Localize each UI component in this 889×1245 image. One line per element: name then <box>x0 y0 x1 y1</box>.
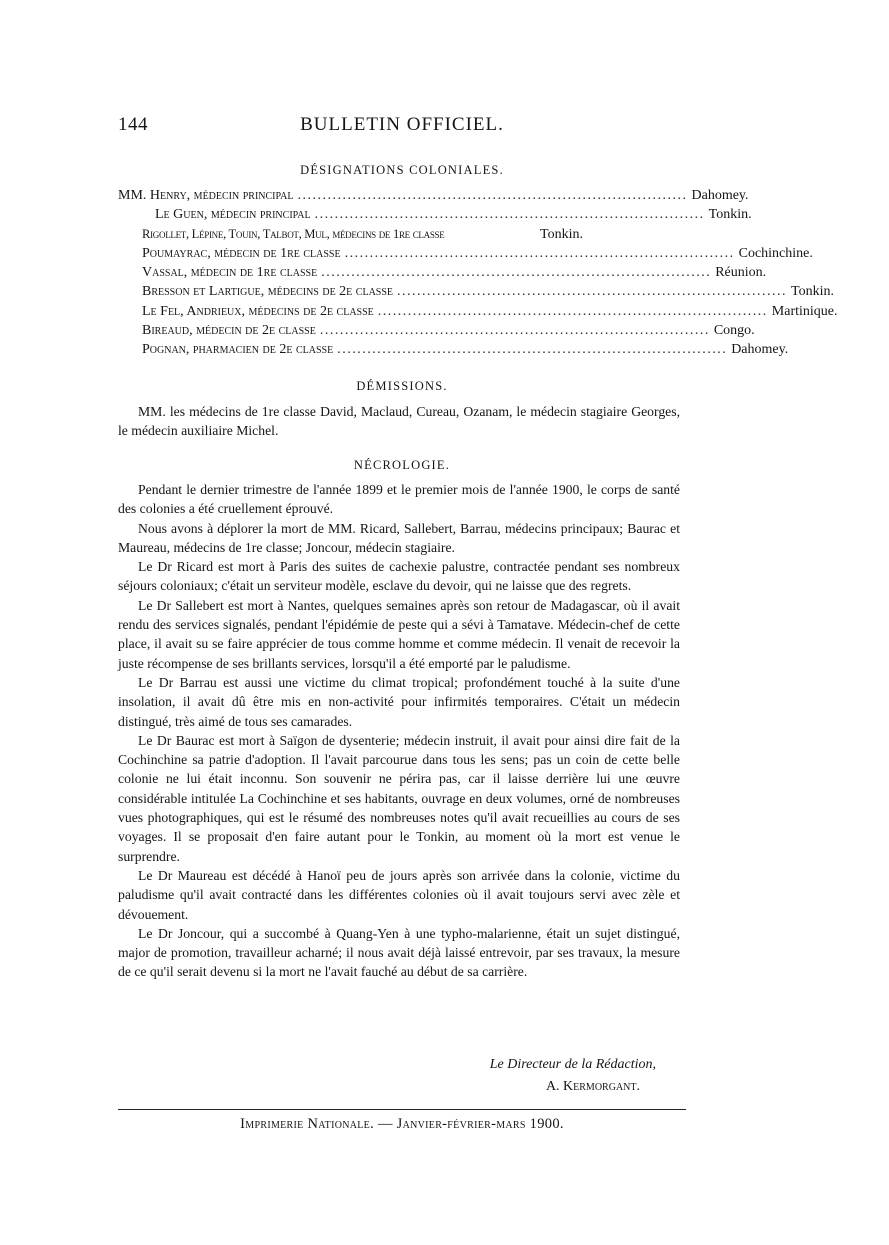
designation-place: Martinique. <box>771 303 838 319</box>
necrologie-text-block <box>118 480 680 982</box>
page-header <box>118 114 686 140</box>
demissions-text-block <box>118 402 680 441</box>
designation-entry: Pognan, pharmacien de 2e classe .............................................................................. Dahomey. <box>118 340 638 359</box>
designation-text: Vassal, médecin de 1re classe <box>142 265 318 281</box>
signature-name: A. Kermorgant. <box>545 1079 640 1094</box>
necrologie-paragraph: Le Dr Maureau est décédé à Hanoï peu de jours après son arrivée dans la colonie, victime du paludisme qu'il avait contracté dans les différentes colonies où il avait toujours servi avec zèle et dévouement. <box>118 867 680 922</box>
designation-place: Cochinchine. <box>738 245 813 261</box>
necrologie-paragraph: Nous avons à déplorer la mort de MM. Ricard, Sallebert, Barrau, médecins principaux; Baurac et Maureau, médecins de 1re classe; Joncour, médecin stagiaire. <box>118 520 680 555</box>
necrologie-paragraph: Le Dr Sallebert est mort à Nantes, quelques semaines après son retour de Madagascar, où il avait rendu des services signalés, pendant l'épidémie de peste qui a sévi à Tamatave. Médecin-chef de cette place, il avait su se faire apprécier de tous comme homme et comme médecin. Il venait de recevoir la juste récompense de ses brillants services, lorsqu'il a été emporté par le paludisme. <box>118 597 680 671</box>
demissions-paragraph: MM. les médecins de 1re classe David, Maclaud, Cureau, Ozanam, le médecin stagiaire Georges, le médecin auxiliaire Michel. <box>118 404 680 439</box>
signature-role: Le Directeur de la Rédaction, <box>489 1057 656 1072</box>
section-title-demissions: DÉMISSIONS. <box>356 379 448 393</box>
designation-text: Poumayrac, médecin de 1re classe <box>142 245 341 261</box>
designation-text: Le Fel, Andrieux, médecins de 2e classe <box>142 303 374 319</box>
designation-text: Rigollet, Lépine, Touin, Talbot, Mul, médecins de 1re classe <box>142 226 445 241</box>
designation-entry: Bresson et Lartigue, médecins de 2e classe .............................................................................. Tonkin. <box>118 282 638 301</box>
section-title-designations: DÉSIGNATIONS COLONIALES. <box>300 163 504 177</box>
designation-entry: Poumayrac, médecin de 1re classe .............................................................................. Cochinchine. <box>118 244 638 263</box>
designation-text: MM. Henry, médecin principal <box>118 188 294 203</box>
necrologie-paragraph: Le Dr Ricard est mort à Paris des suites de cachexie palustre, contractée pendant ses nombreux séjours coloniaux; c'était un serviteur modèle, esclave du devoir, qui ne laisse que des regrets. <box>118 559 680 594</box>
designation-entry: Le Guen, médecin principal .............................................................................. Tonkin. <box>118 205 638 224</box>
designation-place: Tonkin. <box>708 207 752 223</box>
designation-place: Réunion. <box>715 265 767 281</box>
designations-list <box>118 186 838 360</box>
designation-entry <box>118 225 638 244</box>
page-number: 144 <box>118 114 148 135</box>
running-title: BULLETIN OFFICIEL. <box>300 114 504 135</box>
designation-entry: MM. Henry, médecin principal .............................................................................. Dahomey. <box>118 186 638 205</box>
designation-entry: Vassal, médecin de 1re classe .............................................................................. Réunion. <box>118 263 638 282</box>
designation-place: Dahomey. <box>731 342 789 358</box>
signature-block <box>118 1054 658 1098</box>
necrologie-paragraph: Le Dr Baurac est mort à Saïgon de dysenterie; médecin instruit, il avait pour ainsi dire fait de la Cochinchine sa patrie d'adoption. Il l'avait parcourue dans tous les sens; pas un coin de cette belle colonie ne lui était inconnu. Son souvenir ne périra pas, car il laisse derrière lui une œuvre considérable intitulée La Cochinchine et ses habitants, ouvrage en deux volumes, orné de nombreuses vues photographiques, qui est le résumé des nombreuses notes qu'il avait recueillies au cours de ses voyages. Il se proposait d'en faire autant pour le Tonkin, au moment où la mort est venue le surprendre. <box>118 732 680 864</box>
designation-entry: Le Fel, Andrieux, médecins de 2e classe .............................................................................. Martinique. <box>118 302 638 321</box>
designation-text: Bresson et Lartigue, médecins de 2e classe <box>142 284 394 300</box>
necrologie-paragraph: Le Dr Joncour, qui a succombé à Quang-Yen à une typho-malarienne, était un sujet distingué, major de promotion, travailleur acharné; il nous avait déjà laissé entrevoir, par ses travaux, la mesure de ce qu'il serait devenu si la mort ne l'avait fauché au début de sa carrière. <box>118 925 680 980</box>
imprint-text: Imprimerie Nationale. — Janvier-février-mars 1900. <box>240 1116 564 1132</box>
designation-entry: Bireaud, médecin de 2e classe .............................................................................. Congo. <box>118 321 638 340</box>
designation-place: Congo. <box>713 323 755 339</box>
designation-place: Tonkin. <box>791 284 834 300</box>
designation-text: Le Guen, médecin principal <box>155 207 311 223</box>
designation-place: Tonkin. <box>540 226 583 242</box>
necrologie-paragraph: Pendant le dernier trimestre de l'année 1899 et le premier mois de l'année 1900, le corps de santé des colonies a été cruellement éprouvé. <box>118 482 680 517</box>
designation-text: Bireaud, médecin de 2e classe <box>142 323 316 339</box>
designation-place: Dahomey. <box>691 188 749 203</box>
printer-imprint <box>118 1109 686 1133</box>
section-title-necrologie: NÉCROLOGIE. <box>353 458 451 472</box>
necrologie-paragraph: Le Dr Barrau est aussi une victime du climat tropical; profondément touché à la suite d'une insolation, il avait dû être mis en non-activité pour infirmités temporaires. C'était un médecin distingué, très aimé de tous ses camarades. <box>118 674 680 729</box>
designation-text: Pognan, pharmacien de 2e classe <box>142 342 334 358</box>
